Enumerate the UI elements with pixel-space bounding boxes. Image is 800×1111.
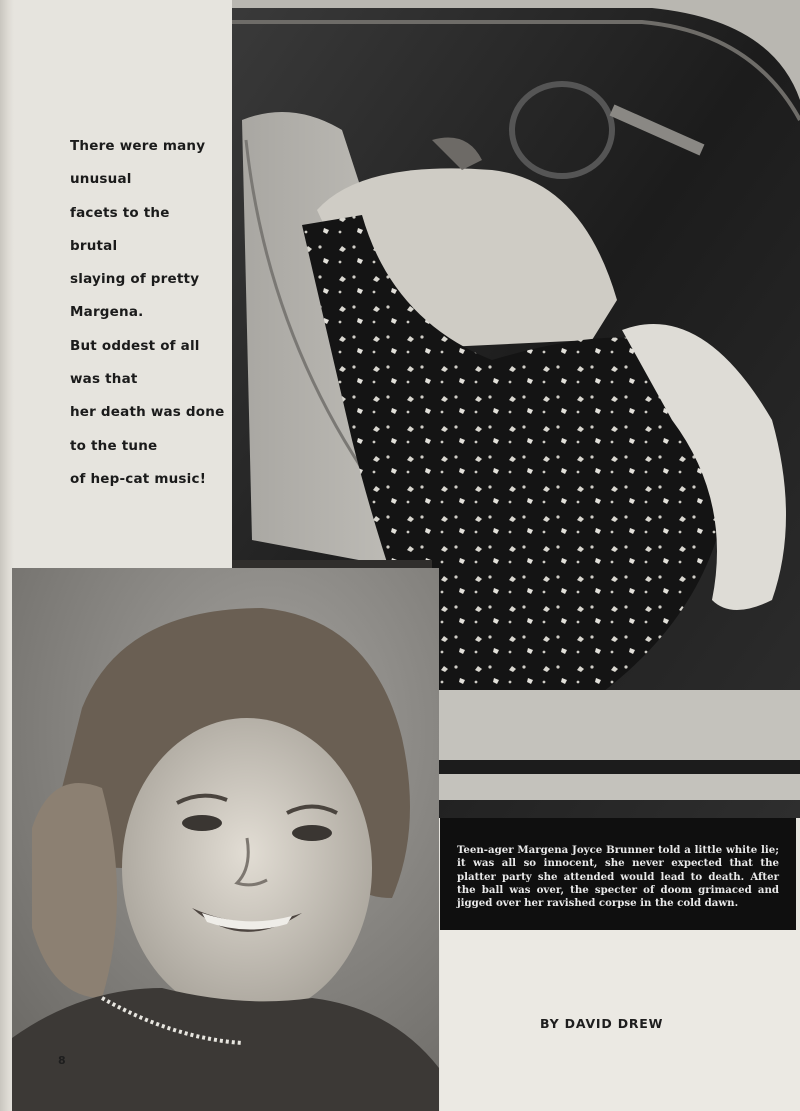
- intro-line: of hep-cat music!: [70, 470, 207, 487]
- intro-line: unusual: [70, 171, 132, 188]
- intro-line: her death was done: [70, 404, 225, 421]
- intro-line: There were many: [70, 138, 206, 154]
- intro-line: to the tune: [70, 437, 158, 454]
- intro-line: But oddest of all: [70, 337, 200, 354]
- intro-line: Margena.: [70, 304, 144, 321]
- photo-caption: Teen-ager Margena Joyce Brunner told a little white lie; it was all so innocent, she never expected that the platter party she attended would lead to death. After the ball was over, the specter of doom grimaced and jigged over her ravished corpse in the cold dawn.: [457, 844, 779, 910]
- page-number: 8: [58, 1054, 66, 1067]
- portrait-photo: [12, 568, 439, 1111]
- intro-line: facets to the: [70, 204, 170, 221]
- intro-line: slaying of pretty: [70, 271, 200, 288]
- intro-line: was that: [70, 371, 138, 388]
- intro-text: [70, 130, 230, 496]
- byline: BY DAVID DREW: [540, 1016, 664, 1031]
- photo-caption-box: [440, 818, 796, 930]
- intro-line: brutal: [70, 237, 118, 254]
